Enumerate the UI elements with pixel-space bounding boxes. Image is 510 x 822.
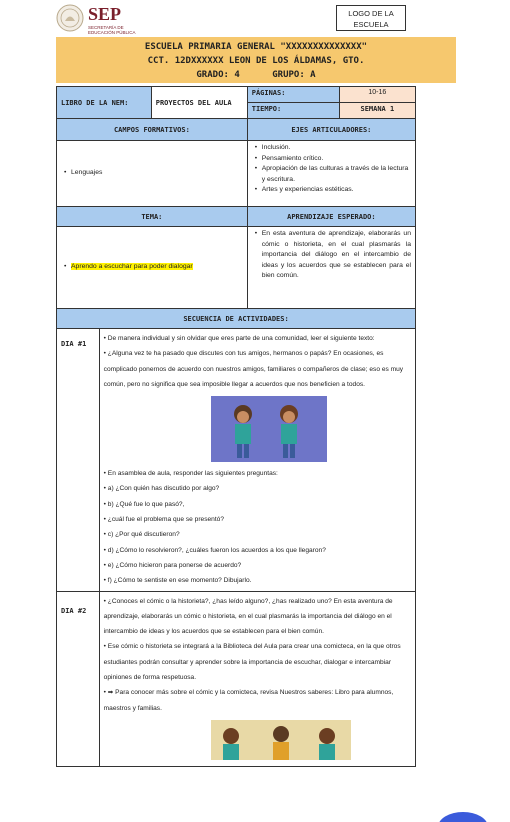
activity-line: • En asamblea de aula, responder las siguientes preguntas: [103,470,278,478]
activity-line: • f) ¿Cómo te sentiste en ese momento? Dibujarlo. [103,577,252,585]
aprendizaje-value: • En esta aventura de aprendizaje, elaborarás un cómic o historieta, en el cual plasmarás la importancia del diálogo en el intercambio de ideas y los acuerdos que se establecen para el bien común. [262,229,411,282]
tema-cell [57,227,248,309]
campos-header: CAMPOS FORMATIVOS: [57,119,248,141]
activity-line: • ¿Alguna vez te ha pasado que discutes con tus amigos, hermanos o papás? En ocasiones, es complicado ponernos de acuerdo con nuestros amigos, familiares o compañeros de clase; eso es muy común, pero no significa que sea imposible llegar a acuerdos que nos beneficien a todos. [103,350,404,388]
activity-line: • Ese cómic o historieta se integrará a la Biblioteca del Aula para crear una comicteca, en la que otros estudiantes podrán consultar y aprender sobre la importancia de escuchar, dialogar e intercambiar opiniones de forma respetuosa. [103,643,401,682]
activity-line: • c) ¿Por qué discutieron? [103,531,180,539]
aprendizaje-cell [247,227,415,309]
sep-logo-block [56,4,176,36]
paginas-label: PÁGINAS: [247,87,339,103]
grade-group: GRADO: 4 GRUPO: A [196,70,316,80]
activity-line: • b) ¿Qué fue lo que pasó?, [103,500,185,508]
activity-line: • ¿cuál fue el problema que se presentó? [103,516,224,524]
tema-value: Aprendo a escuchar para poder dialogar [71,263,193,271]
ejes-cell [247,141,415,207]
libro-label: LIBRO DE LA NEM: [57,87,152,119]
dia-2-activities [99,591,415,766]
eje-item: • Artes y experiencias estéticas. [262,185,411,196]
activity-line: • e) ¿Cómo hicieron para ponerse de acuerdo? [103,561,242,569]
school-banner [56,37,456,83]
school-cct: CCT. 12DXXXXXX LEON DE LOS ÁLDAMAS, GTO. [147,56,365,66]
secuencia-header: SECUENCIA DE ACTIVIDADES: [57,309,416,329]
dia-1-label: DIA #1 [57,329,100,592]
tiempo-label: TIEMPO: [247,103,339,119]
libro-value: PROYECTOS DEL AULA [151,87,247,119]
eje-item: • Pensamiento crítico. [262,154,411,165]
planning-table [56,86,416,767]
school-logo-placeholder: LOGO DE LA ESCUELA [336,5,406,31]
tema-header: TEMA: [57,207,248,227]
activity-line: • ¿Conoces el cómic o la historieta?, ¿has leído alguno?, ¿has realizado uno? En esta aventura de aprendizaje, elaborarás un cómic o historieta, en el cual plasmarás la importancia del diálogo en el intercambio de ideas y los acuerdos que se establecen para el bien común. [103,597,393,636]
activity-line: • ➡ Para conocer más sobre el cómic y la comicteca, revisa Nuestros saberes: Libro para alumnos, maestros y familias. [103,689,394,712]
ejes-header: EJES ARTICULADORES: [247,119,415,141]
campos-cell [57,141,248,207]
tema-item [71,262,243,273]
comic-children-illustration [211,720,351,760]
campo-item: • Lenguajes [71,168,243,179]
dia-2-label: DIA #2 [57,591,100,766]
activity-line: • d) ¿Cómo lo resolvieron?, ¿cuáles fueron los acuerdos a los que llegaron? [103,546,326,554]
paginas-value: 10-16 [339,87,415,103]
eje-item: • Apropiación de las culturas a través de la lectura y escritura. [262,164,411,185]
sep-logo-text: SEP [88,4,122,24]
tiempo-value: SEMANA 1 [339,103,415,119]
activity-line: • De manera individual y sin olvidar que eres parte de una comunidad, leer el siguiente texto: [103,335,375,342]
children-talking-illustration [211,396,327,462]
mexico-seal-icon [56,4,84,32]
sep-subtitle: SECRETARÍA DE EDUCACIÓN PÚBLICA [88,25,136,35]
school-name: ESCUELA PRIMARIA GENERAL "XXXXXXXXXXXXXX" [144,42,368,52]
eje-item: • Inclusión. [262,143,411,154]
dia-1-activities [99,329,415,592]
floating-action-button[interactable] [438,812,488,822]
aprendizaje-header: APRENDIZAJE ESPERADO: [247,207,415,227]
activity-line: • a) ¿Con quién has discutido por algo? [103,485,220,493]
